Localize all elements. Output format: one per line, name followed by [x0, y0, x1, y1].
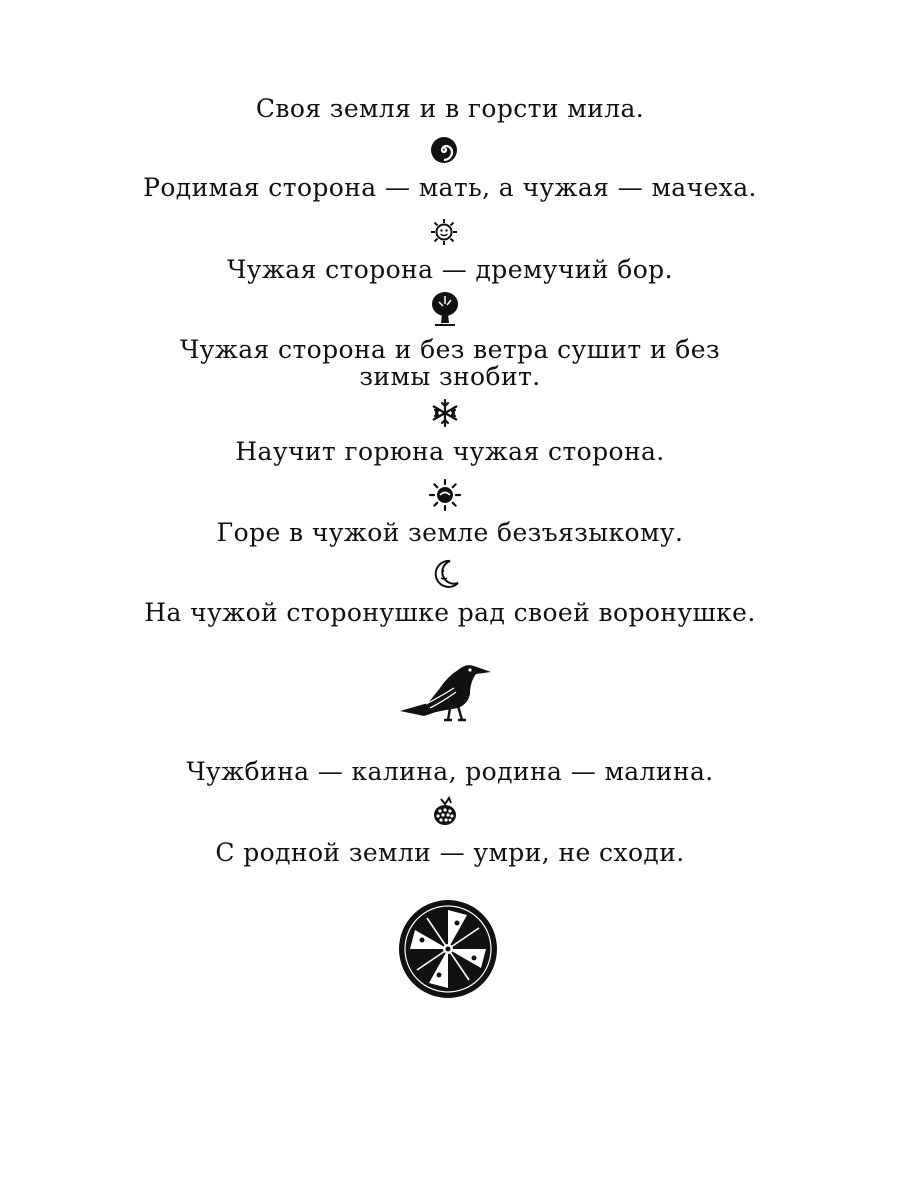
proverb-2: Родимая сторона — мать, а чужая — мачеха. [143, 173, 757, 202]
snowflake-icon [430, 398, 460, 428]
proverb-1: Своя земля и в горсти мила. [255, 94, 645, 123]
proverb-6: Горе в чужой земле безъязыкому. [216, 518, 684, 547]
sun-icon [428, 478, 462, 512]
spiral-icon [429, 135, 459, 165]
crow-illustration [396, 658, 496, 724]
tree-icon [429, 290, 461, 328]
raspberry-icon [430, 795, 460, 827]
moon-icon [432, 558, 462, 590]
proverb-3: Чужая сторона — дремучий бор. [227, 255, 673, 284]
proverb-9: С родной земли — умри, не сходи. [215, 838, 685, 867]
proverb-4a: Чужая сторона и без ветра сушит и без [180, 335, 720, 364]
proverb-7: На чужой сторонушке рад своей воронушке. [144, 598, 756, 627]
proverb-4b: зимы знобит. [359, 362, 541, 391]
proverb-8: Чужбина — калина, родина — малина. [186, 757, 714, 786]
round-wheel-ornament [397, 898, 499, 1000]
proverb-5: Научит горюна чужая сторона. [235, 437, 665, 466]
sun-face-icon [429, 217, 459, 247]
